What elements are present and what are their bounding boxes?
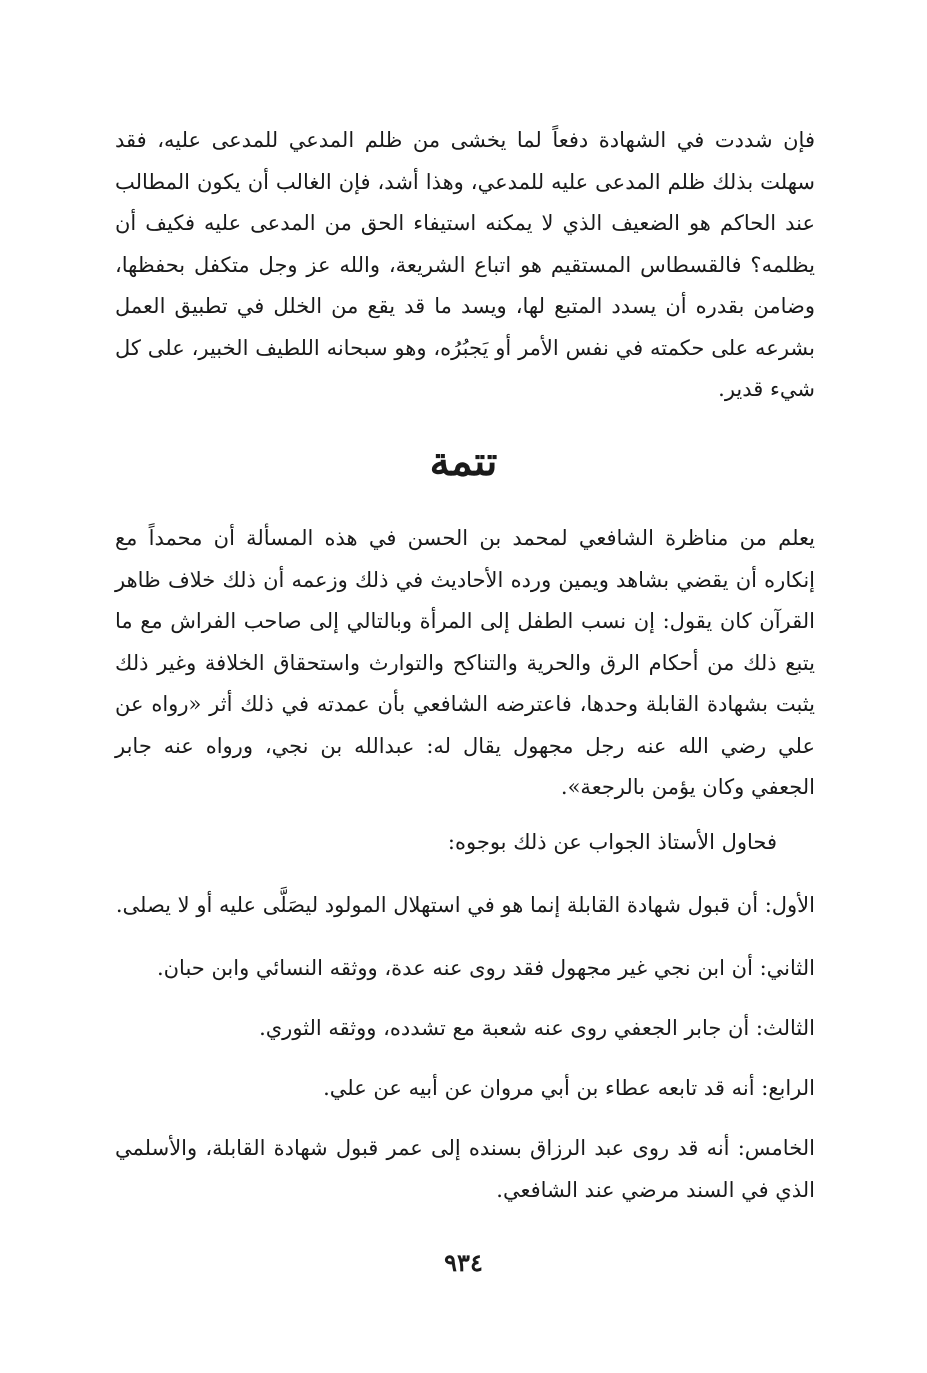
paragraph-main: يعلم من مناظرة الشافعي لمحمد بن الحسن في هذه المسألة أن محمداً مع إنكاره أن يقضي بشاهد ويمين ورده الأحاديث في ذلك وزعمه أن ذلك خلاف ظاهر القرآن كان يقول: إن نسب الطفل إلى المرأة وبالتالي إلى صاحب الفراش مع ما يتبع ذلك من أحكام الرق والحرية والتناكح والتوارث واستحقاق الخلافة وغير ذلك يثبت بشهادة القابلة وحدها، فاعترضه الشافعي بأن عمدته في ذلك أثر «رواه عن علي رضي الله عنه رجل مجهول يقال له: عبدالله بن نجي، ورواه عنه جابر الجعفي وكان يؤمن بالرجعة». [115,526,815,799]
answer-intro: فحاول الأستاذ الجواب عن ذلك بوجوه: [447,830,777,854]
paragraph-opening: فإن شددت في الشهادة دفعاً لما يخشى من ظلم المدعي للمدعى عليه، فقد سهلت بذلك ظلم المدعى عليه للمدعي، وهذا أشد، فإن الغالب أن يكون المطالب عند الحاكم هو الضعيف الذي لا يمكنه استيفاء الحق من المدعى عليه فكيف أن يظلمه؟ فالقسطاس المستقيم هو اتباع الشريعة، والله عز وجل متكفل بحفظها، وضامن بقدره أن يسدد المتبع لها، ويسد ما قد يقع من الخلل في تطبيق العمل بشرعه على حكمته في نفس الأمر أو يَجبُرُه، وهو سبحانه اللطيف الخبير، على كل شيء قدير. [115,128,815,401]
point-fifth: الخامس: أنه قد روى عبد الرزاق بسنده إلى عمر قبول شهادة القابلة، والأسلمي الذي في السند مرضي عند الشافعي. [115,1136,815,1202]
section-heading: تتمة [429,438,498,485]
point-second: الثاني: أن ابن نجي غير مجهول فقد روى عنه عدة، ووثقه النسائي وابن حبان. [156,956,815,980]
point-first: الأول: أن قبول شهادة القابلة إنما هو في استهلال المولود ليصَلَّى عليه أو لا يصلى. [115,893,815,917]
page-number: ٩٣٤ [444,1248,483,1277]
point-third: الثالث: أن جابر الجعفي روى عنه شعبة مع تشدده، ووثقه الثوري. [259,1016,815,1040]
point-fourth: الرابع: أنه قد تابعه عطاء بن أبي مروان عن أبيه عن علي. [323,1076,815,1100]
